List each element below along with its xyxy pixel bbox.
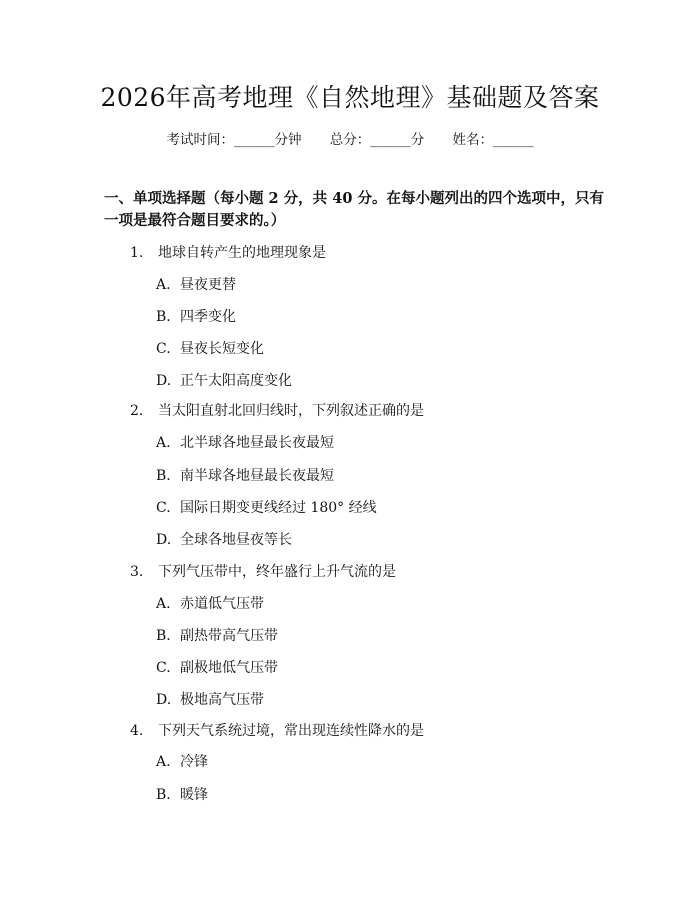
option-letter: B. — [156, 628, 171, 644]
option-letter: B. — [156, 787, 171, 803]
question-4-option-b — [156, 785, 208, 805]
question-3-option-c — [156, 658, 278, 678]
option-text: 昼夜长短变化 — [180, 341, 264, 357]
question-1-option-a — [156, 275, 236, 295]
question-number: 3. — [130, 564, 144, 580]
question-3-option-d — [156, 690, 264, 710]
question-text: 下列气压带中，终年盛行上升气流的是 — [158, 564, 396, 580]
option-letter: A. — [156, 435, 171, 451]
question-1 — [130, 243, 326, 263]
exam-time-field — [166, 130, 301, 150]
option-letter: A. — [156, 277, 171, 293]
option-text: 副热带高气压带 — [180, 628, 278, 644]
exam-time-unit: 分钟 — [274, 132, 302, 148]
student-name-blank: ______ — [493, 132, 534, 148]
total-score-unit: 分 — [410, 132, 425, 148]
student-name-label: 姓名： — [452, 132, 494, 148]
total-score-field — [330, 130, 425, 150]
option-letter: A. — [156, 754, 171, 770]
question-2-option-a — [156, 433, 334, 453]
question-2-option-c — [156, 498, 377, 518]
option-letter: D. — [156, 373, 172, 389]
option-letter: B. — [156, 309, 171, 325]
option-text: 四季变化 — [180, 309, 236, 325]
option-text: 正午太阳高度变化 — [180, 373, 292, 389]
question-2-option-d — [156, 530, 292, 550]
question-4 — [130, 721, 424, 741]
option-text: 暖锋 — [180, 787, 208, 803]
option-letter: C. — [156, 500, 171, 516]
question-2 — [130, 401, 424, 421]
question-1-option-b — [156, 307, 236, 327]
option-letter: C. — [156, 341, 171, 357]
option-text: 冷锋 — [180, 754, 208, 770]
option-text: 赤道低气压带 — [180, 596, 264, 612]
question-1-option-c — [156, 339, 264, 359]
option-text: 昼夜更替 — [180, 277, 236, 293]
exam-time-blank: ______ — [233, 132, 275, 148]
question-3-option-b — [156, 626, 278, 646]
option-text: 全球各地昼夜等长 — [180, 532, 292, 548]
option-text: 北半球各地昼最长夜最短 — [180, 435, 334, 451]
exam-time-label: 考试时间： — [166, 132, 234, 148]
option-letter: D. — [156, 692, 172, 708]
option-text: 南半球各地昼最长夜最短 — [180, 468, 334, 484]
total-score-blank: ______ — [370, 132, 411, 148]
section-title: 一、单项选择题（每小题 2 分，共 40 分。在每小题列出的四个选项中，只有一项是最符合题目要求的。） — [104, 190, 604, 229]
total-score-label: 总分： — [329, 132, 371, 148]
question-2-option-b — [156, 466, 334, 486]
question-3-option-a — [156, 594, 264, 614]
question-number: 2. — [130, 403, 144, 419]
question-number: 1. — [130, 245, 144, 261]
option-letter: D. — [156, 532, 172, 548]
option-text: 副极地低气压带 — [180, 660, 278, 676]
question-1-option-d — [156, 371, 292, 391]
question-4-option-a — [156, 752, 208, 772]
question-3 — [130, 562, 396, 582]
question-text: 地球自转产生的地理现象是 — [158, 245, 326, 261]
exam-meta — [0, 130, 700, 150]
question-text: 下列天气系统过境，常出现连续性降水的是 — [158, 723, 424, 739]
option-text: 国际日期变更线经过 180° 经线 — [180, 500, 377, 516]
question-number: 4. — [130, 723, 144, 739]
option-letter: B. — [156, 468, 171, 484]
document-title: 2026年高考地理《自然地理》基础题及答案 — [100, 83, 600, 112]
option-letter: A. — [156, 596, 171, 612]
question-text: 当太阳直射北回归线时，下列叙述正确的是 — [158, 403, 424, 419]
student-name-field — [453, 130, 534, 150]
option-text: 极地高气压带 — [180, 692, 264, 708]
option-letter: C. — [156, 660, 171, 676]
